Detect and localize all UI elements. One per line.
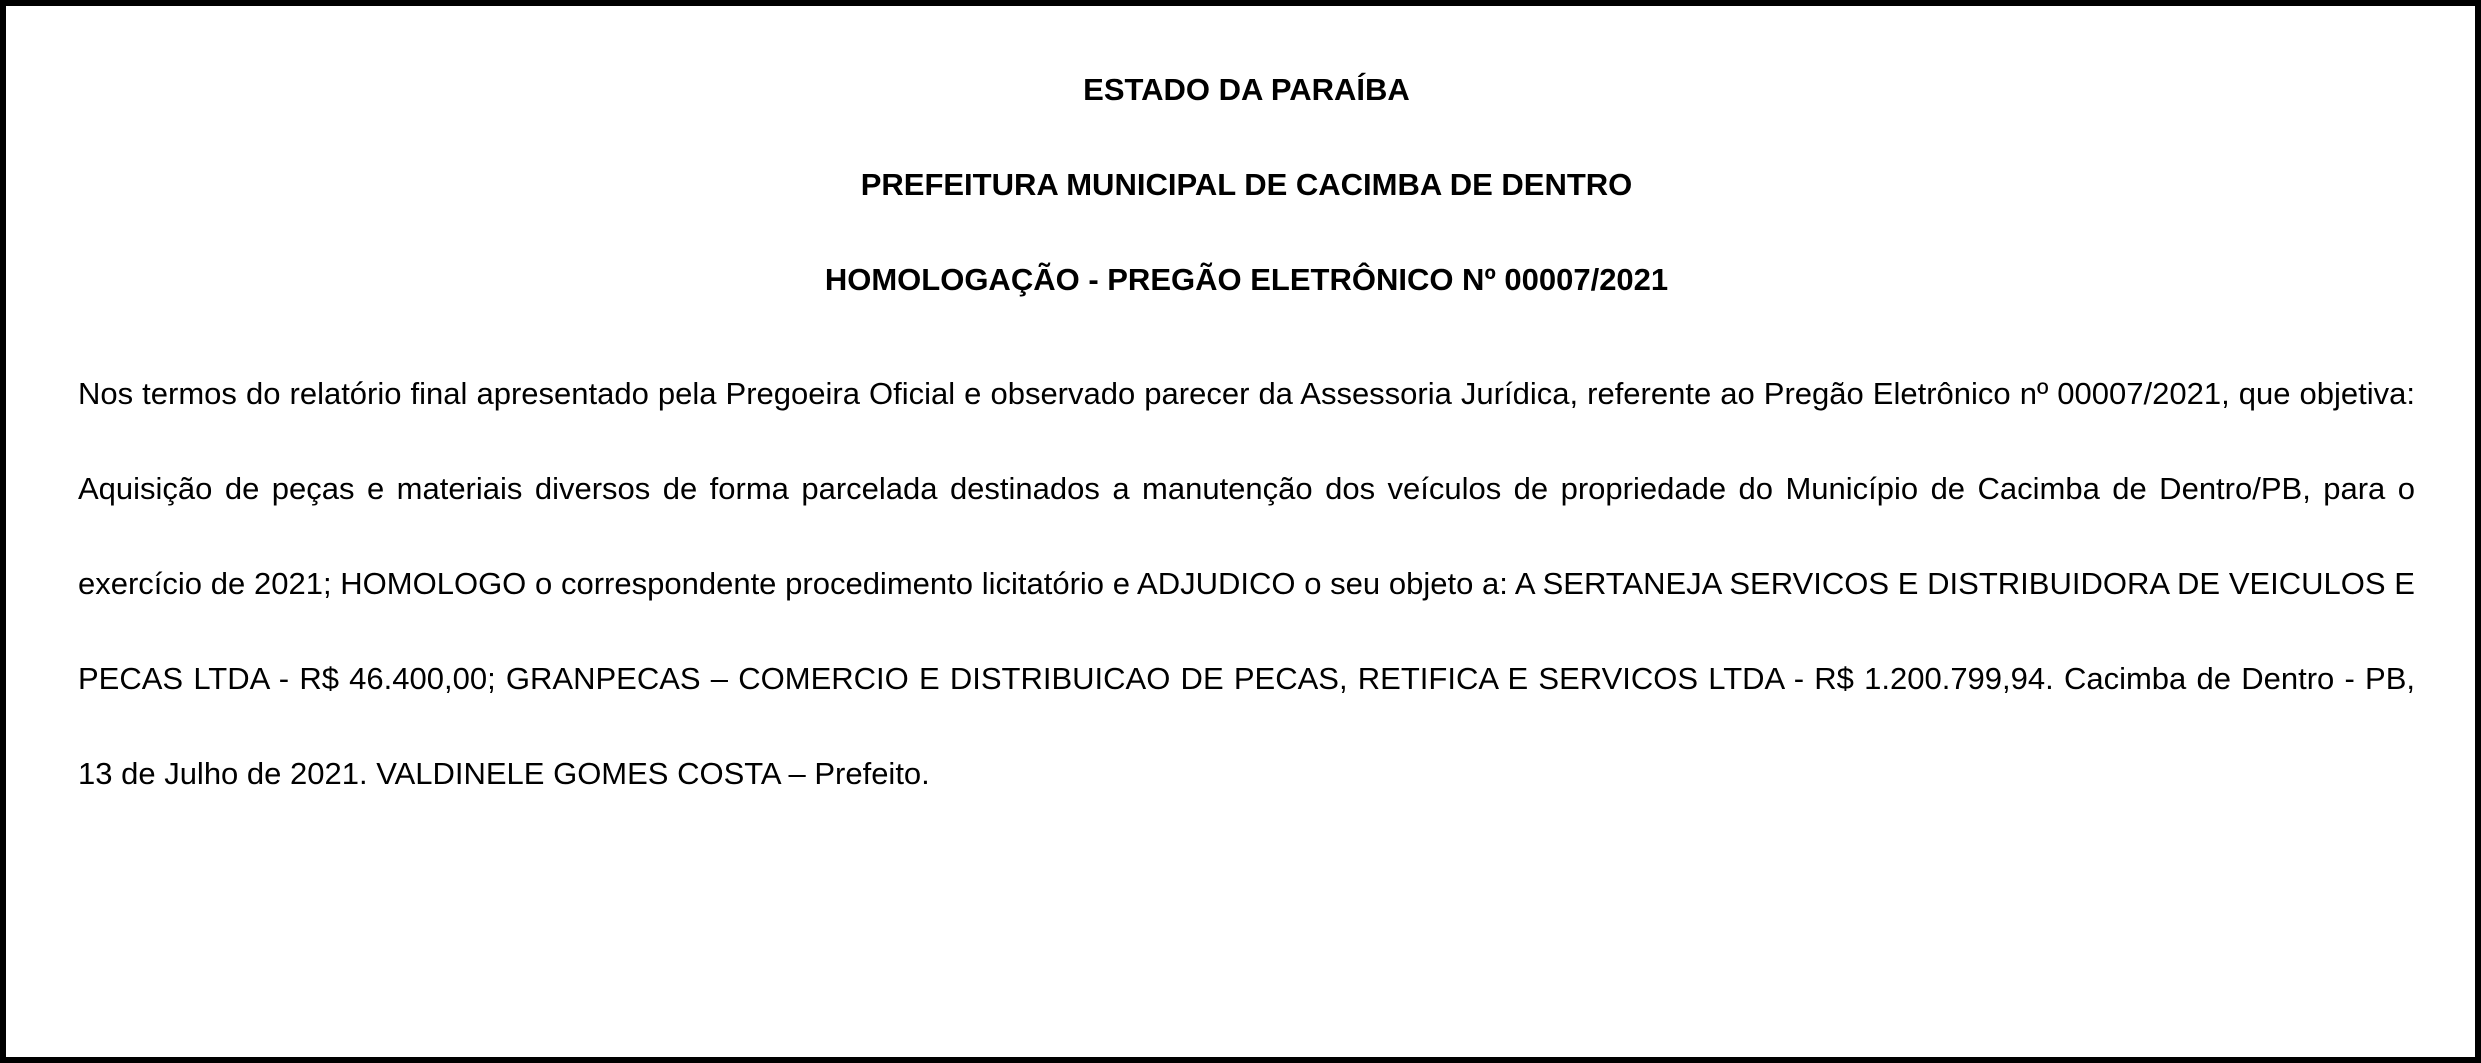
body-paragraph: Nos termos do relatório final apresentado pela Pregoeira Oficial e observado parecer da Assessoria Jurídica, referente ao Pregão Eletrônico nº 00007/2021, que objetiva: Aquisição de peças e materiais diversos de forma parcelada destinados a manutenção dos veículos de propriedade do Município de Cacimba de Dentro/PB, para o exercício de 2021; HOMOLOGO o correspondente procedimento licitatório e ADJUDICO o seu objeto a: A SERTANEJA SERVICOS E DISTRIBUIDORA DE VEICULOS E PECAS LTDA - R$ 46.400,00; GRANPECAS – COMERCIO E DISTRIBUICAO DE PECAS, RETIFICA E SERVICOS LTDA - R$ 1.200.799,94. Cacimba de Dentro - PB, 13 de Julho de 2021. VALDINELE GOMES COSTA – Prefeito. xyxy=(78,376,2415,791)
heading-state: ESTADO DA PARAÍBA xyxy=(1083,72,1410,107)
document-content xyxy=(78,66,2415,821)
heading-notice: HOMOLOGAÇÃO - PREGÃO ELETRÔNICO Nº 00007/2021 xyxy=(824,262,1669,297)
heading-prefecture: PREFEITURA MUNICIPAL DE CACIMBA DE DENTRO xyxy=(860,167,1633,202)
